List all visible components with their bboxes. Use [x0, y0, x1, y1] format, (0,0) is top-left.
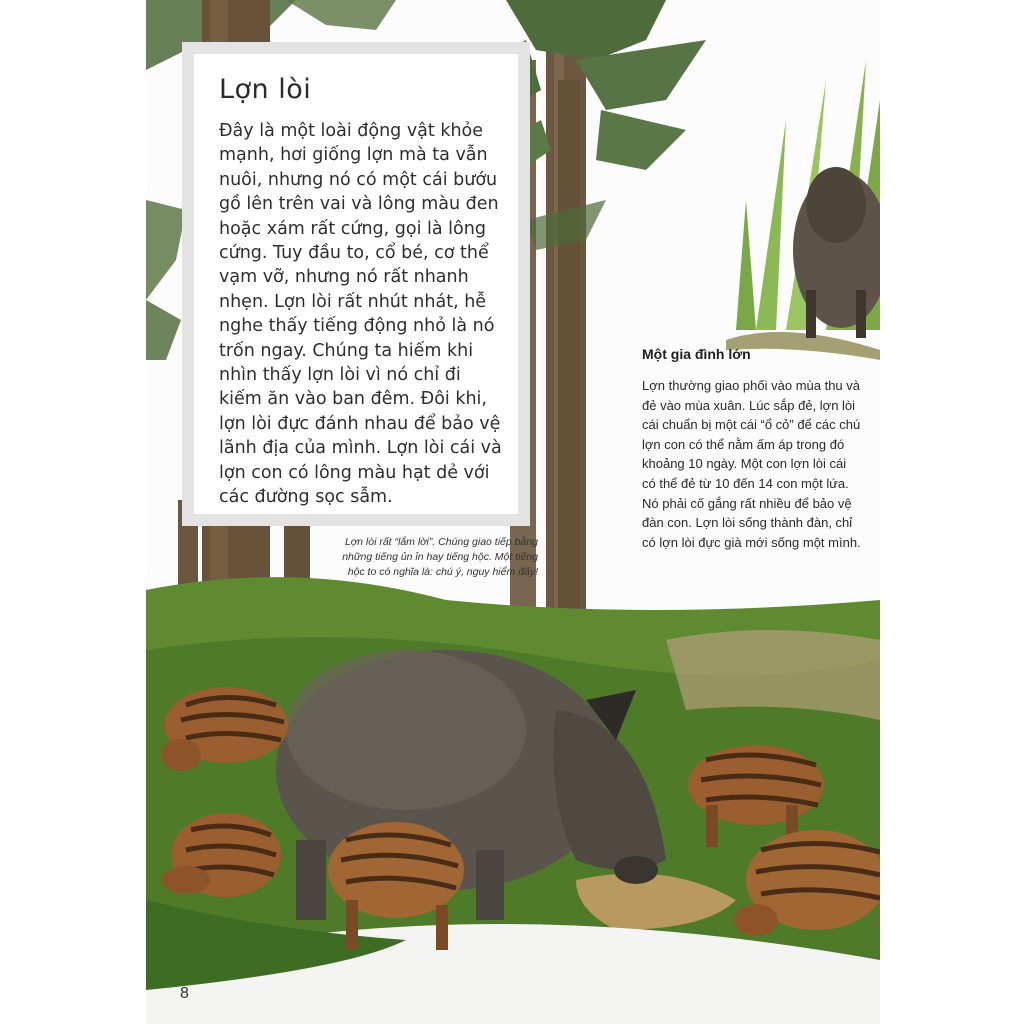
info-box	[182, 42, 530, 526]
illustration-caption: Lợn lòi rất “lắm lời”. Chúng giao tiếp bằng những tiếng ủn ỉn hay tiếng hộc. Một tiếng hộc to có nghĩa là: chú ý, nguy hiểm đấy!	[342, 536, 538, 578]
boar-in-corn	[793, 167, 880, 338]
page-margin-left	[0, 0, 146, 1024]
book-page	[146, 0, 880, 1024]
info-box-text: Đây là một loài động vật khỏe mạnh, hơi giống lợn mà ta vẫn nuôi, nhưng nó có một cái bướu gồ lên trên vai và lông màu đen hoặc xám rất cứng, gọi là lông cứng. Tuy đầu to, cổ bé, cơ thể vạm vỡ, nhưng nó rất nhanh nhẹn. Lợn lòi rất nhút nhát, hễ nghe thấy tiếng động nhỏ là nó trốn ngay. Chúng ta hiếm khi nhìn thấy lợn lòi vì nó chỉ đi kiếm ăn vào ban đêm. Đôi khi, lợn lòi đực đánh nhau để bảo vệ lãnh địa của mình. Lợn lòi cái và lợn con có lông màu hạt dẻ với các đường sọc sẫm.	[219, 121, 502, 508]
page-margin-right	[880, 0, 1024, 1024]
section-heading: Một gia đình lớn	[642, 346, 751, 362]
page-title: Lợn lòi	[219, 74, 312, 105]
page-number: 8	[180, 985, 189, 1002]
section-text: Lợn thường giao phối vào mùa thu và đẻ vào mùa xuân. Lúc sắp đẻ, lợn lòi cái chuẩn bị một cái “ổ cỏ” để các chú lợn con có thể nằm ấm áp trong đó khoảng 10 ngày. Một con lợn lòi cái có thể đẻ từ 10 đến 14 con một lứa. Nó phải cố gắng rất nhiều để bảo vệ đàn con. Lợn lòi sống thành đàn, chỉ có lợn lòi đực già mới sống một mình.	[642, 378, 861, 550]
info-box-panel	[194, 54, 518, 514]
